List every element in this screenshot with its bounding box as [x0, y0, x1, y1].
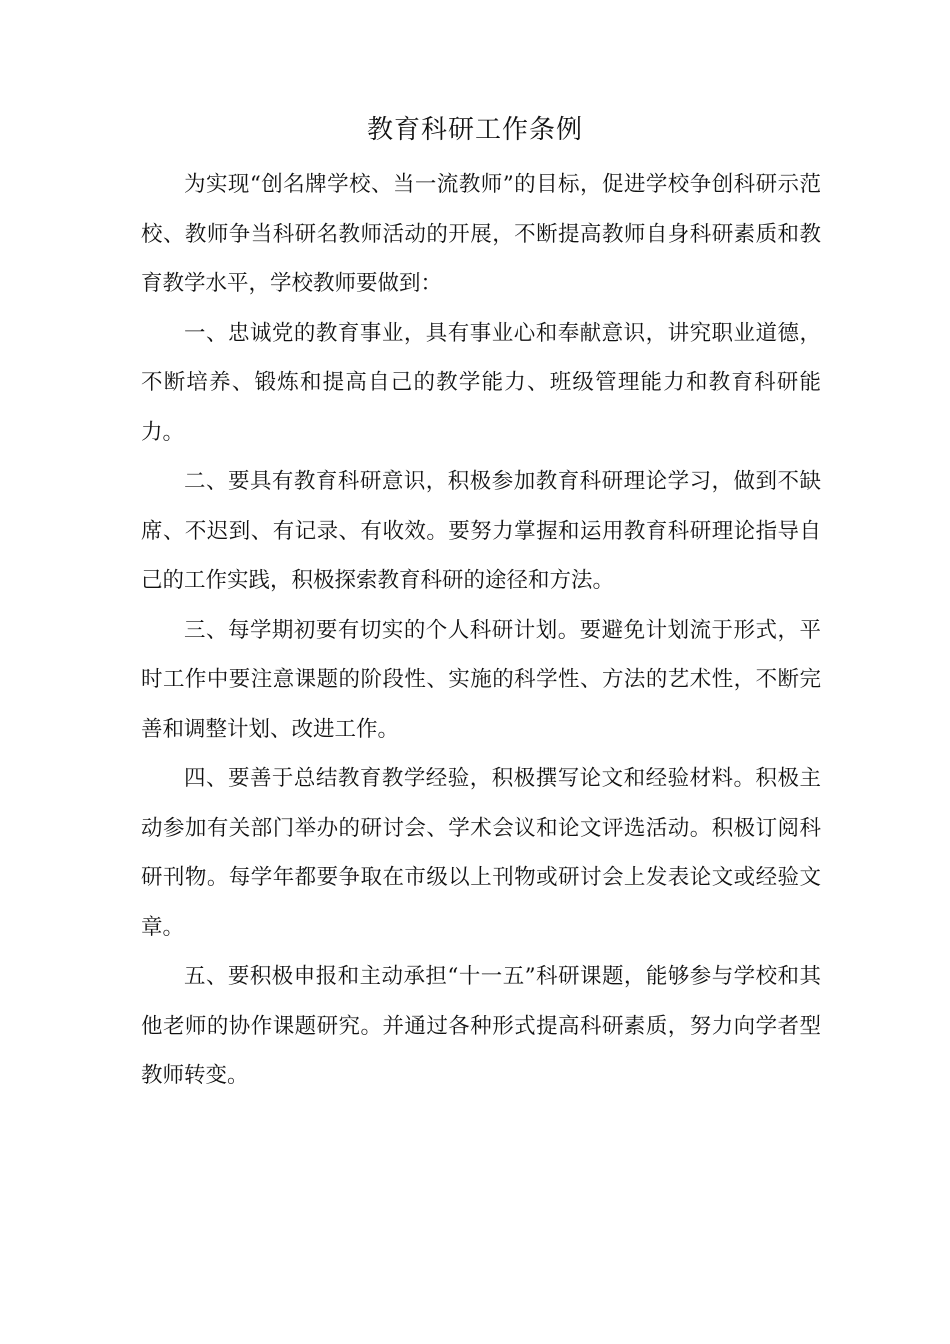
document-body	[141, 160, 821, 1101]
paragraph-item-1: 一、忠诚党的教育事业，具有事业心和奉献意识，讲究职业道德，不断培养、锻炼和提高自己的教学能力、班级管理能力和教育科研能力。	[141, 320, 821, 445]
document-title: 教育科研工作条例	[366, 115, 583, 145]
paragraph-item-5: 五、要积极申报和主动承担“十一五”科研课题，能够参与学校和其他老师的协作课题研究。并通过各种形式提高科研素质，努力向学者型教师转变。	[141, 964, 821, 1088]
paragraph-item-2: 二、要具有教育科研意识，积极参加教育科研理论学习，做到不缺席、不迟到、有记录、有收效。要努力掌握和运用教育科研理论指导自己的工作实践，积极探索教育科研的途径和方法。	[141, 469, 821, 593]
paragraph-item-3: 三、每学期初要有切实的个人科研计划。要避免计划流于形式，平时工作中要注意课题的阶段性、实施的科学性、方法的艺术性，不断完善和调整计划、改进工作。	[141, 617, 821, 742]
paragraph-item-4: 四、要善于总结教育教学经验，积极撰写论文和经验材料。积极主动参加有关部门举办的研讨会、学术会议和论文评选活动。积极订阅科研刊物。每学年都要争取在市级以上刊物或研讨会上发表论文或经验文章。	[141, 766, 821, 940]
paragraph-intro: 为实现“创名牌学校、当一流教师”的目标，促进学校争创科研示范校、教师争当科研名教师活动的开展，不断提高教师自身科研素质和教育教学水平，学校教师要做到：	[141, 172, 821, 296]
